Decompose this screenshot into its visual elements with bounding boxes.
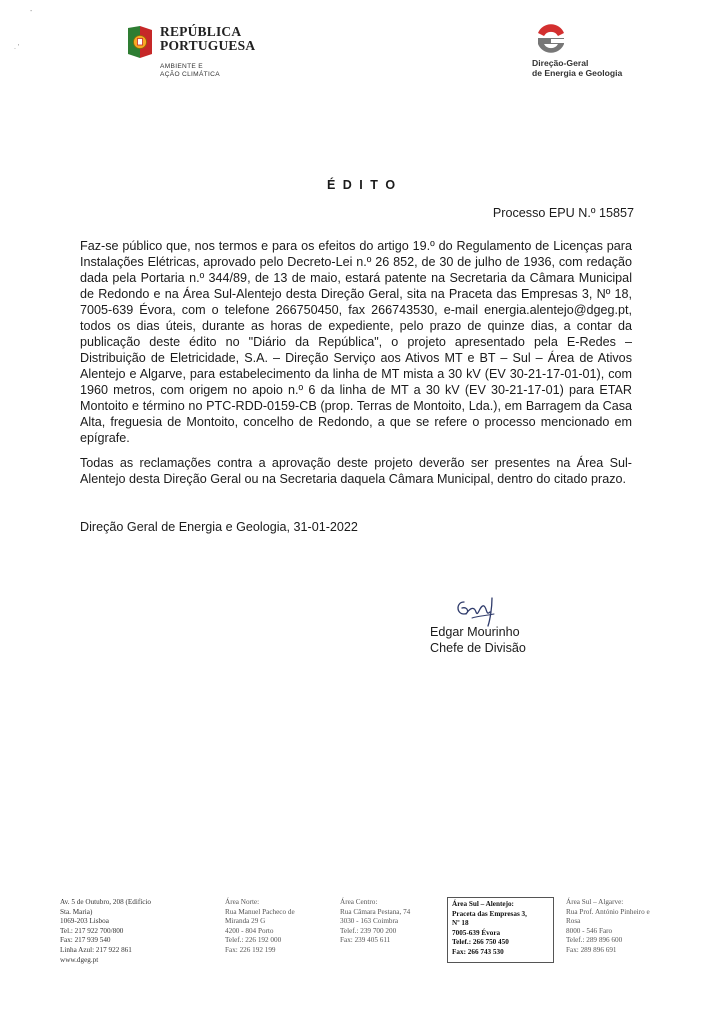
notice-paragraph: Faz-se público que, nos termos e para os efeitos do artigo 19.º do Regulamento de Licenças para Instalações Elétricas, aprovado pelo Decreto-Lei n.º 26 852, de 30 de julho de 1936, com redação dada pela Portaria n.º 344/89, de 13 de maio, estará patente na Secretaria da Câmara Municipal de Redondo e na Área Sul-Alentejo desta Direção Geral, sita na Praceta das Empresas 3, Nº 18, 7005-639 Évora, com o telefone 266750450, fax 266743530, e-mail energia.alentejo@dgeg.pt, todos os dias úteis, durante as horas de expediente, pelo prazo de quinze dias, a contar da publicação deste édito no "Diário da República", o projeto apresentado pela E-Redes – Distribuição de Eletricidade, S.A. – Direção Serviço aos Ativos MT e BT – Sul – Área de Ativos Alentejo e Algarve, para estabelecimento da linha de MT mista a 30 kV (EV 30-21-17-01-01), com 1960 metros, com origem no apoio n.º 6 da linha de MT a 30 kV (EV 30-21-17-01) para ETAR Montoito e término no PTC-RDD-0159-CB (prop. Terras de Montoito, Lda.), em Barragem da Casa Alta, freguesia de Montoito, concelho de Redondo, a que se refere o processo mencionado em epígrafe. bbox=[80, 239, 632, 445]
signer-name: Edgar Mourinho bbox=[430, 625, 520, 639]
scan-mark: . ' bbox=[14, 44, 20, 51]
dgeg-mark-icon bbox=[534, 24, 568, 56]
complaints-paragraph: Todas as reclamações contra a aprovação deste projeto deverão ser presentes na Área Sul-Alentejo desta Direção Geral ou na Secretaria daquela Câmara Municipal, dentro do citado prazo. bbox=[80, 456, 632, 486]
dgeg-logo bbox=[528, 24, 648, 84]
republica-portuguesa-logo bbox=[124, 22, 264, 92]
date-line: Direção Geral de Energia e Geologia, 31-01-2022 bbox=[80, 520, 358, 534]
footer-hq-address: Av. 5 de Outubro, 208 (Edifício Sta. Maria) 1069-203 Lisboa Tel.: 217 922 700/800 Fax: 217 939 540 Linha Azul: 217 922 861 www.dgeg.pt bbox=[60, 898, 152, 964]
footer-area-centro: Área Centro: Rua Câmara Pestana, 74 3030 - 163 Coimbra Telef.: 239 700 200 Fax: 239 405 611 bbox=[340, 898, 411, 945]
ministry-subtitle: AMBIENTE E AÇÃO CLIMÁTICA bbox=[160, 63, 220, 78]
republica-title: REPÚBLICA PORTUGUESA bbox=[160, 24, 256, 53]
document-title: É D I T O bbox=[326, 178, 398, 192]
signer-block bbox=[430, 624, 526, 656]
scan-mark: - bbox=[30, 8, 33, 15]
footer-area-sul-algarve: Área Sul – Algarve: Rua Prof. António Pinheiro e Rosa 8000 - 546 Faro Telef.: 289 896 600 Fax: 289 896 691 bbox=[566, 898, 650, 954]
signer-role: Chefe de Divisão bbox=[430, 641, 526, 655]
footer-area-sul-alentejo: Área Sul – Alentejo: Praceta das Empresas 3, Nº 18 7005-639 Évora Telef.: 266 750 450 Fax: 266 743 530 bbox=[447, 897, 554, 963]
process-number: Processo EPU N.º 15857 bbox=[492, 206, 634, 220]
portugal-emblem-icon bbox=[124, 24, 154, 60]
handwritten-signature bbox=[450, 594, 504, 628]
dgeg-name: Direção-Geral de Energia e Geologia bbox=[532, 58, 623, 78]
footer-area-norte: Área Norte: Rua Manuel Pacheco de Miranda 29 G 4200 - 804 Porto Telef.: 226 192 000 Fax: 226 192 199 bbox=[225, 898, 295, 954]
